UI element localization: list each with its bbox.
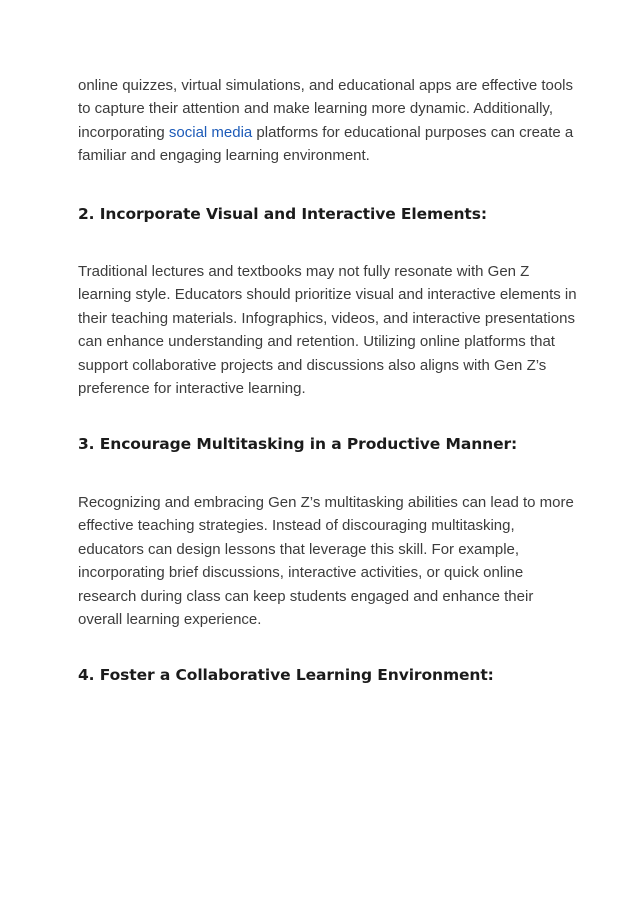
section-heading-collaborative: 4. Foster a Collaborative Learning Environment: [78,666,494,684]
section-2-heading-block [78,203,578,225]
section-body-visual-interactive: Traditional lectures and textbooks may not fully resonate with Gen Z learning style. Educators should prioritize visual and interactive elements in their teaching materials. Infographics, videos, and interactive presentations can enhance understanding and retention. Utilizing online platforms that support collaborative projects and discussions also aligns with Gen Z’s preference for interactive learning. [78,263,577,398]
intro-text-before-link: online quizzes, virtual simulations, and educational apps are effective tools to capture their attention and make learning more dynamic. Additionally, incorporating [78,77,574,141]
intro-paragraph [78,74,578,168]
section-heading-visual-interactive: 2. Incorporate Visual and Interactive Elements: [78,205,487,223]
section-body-multitasking: Recognizing and embracing Gen Z’s multitasking abilities can lead to more effective teaching strategies. Instead of discouraging multitasking, educators can design lessons that leverage this skill. For example, incorporating brief discussions, interactive activities, or quick online research during class can keep students engaged and enhance their overall learning experience. [78,494,574,629]
section-2-body-block [78,260,578,400]
social-media-link[interactable]: social media [168,123,253,141]
section-3-heading-block [78,433,578,455]
section-4-heading-block [78,664,578,686]
intro-paragraph-block [78,74,578,168]
intro-text-after-link: platforms for educational purposes can create a familiar and engaging learning environment. [78,123,574,165]
section-heading-multitasking: 3. Encourage Multitasking in a Productive Manner: [78,435,518,453]
section-3-body-block [78,491,578,631]
